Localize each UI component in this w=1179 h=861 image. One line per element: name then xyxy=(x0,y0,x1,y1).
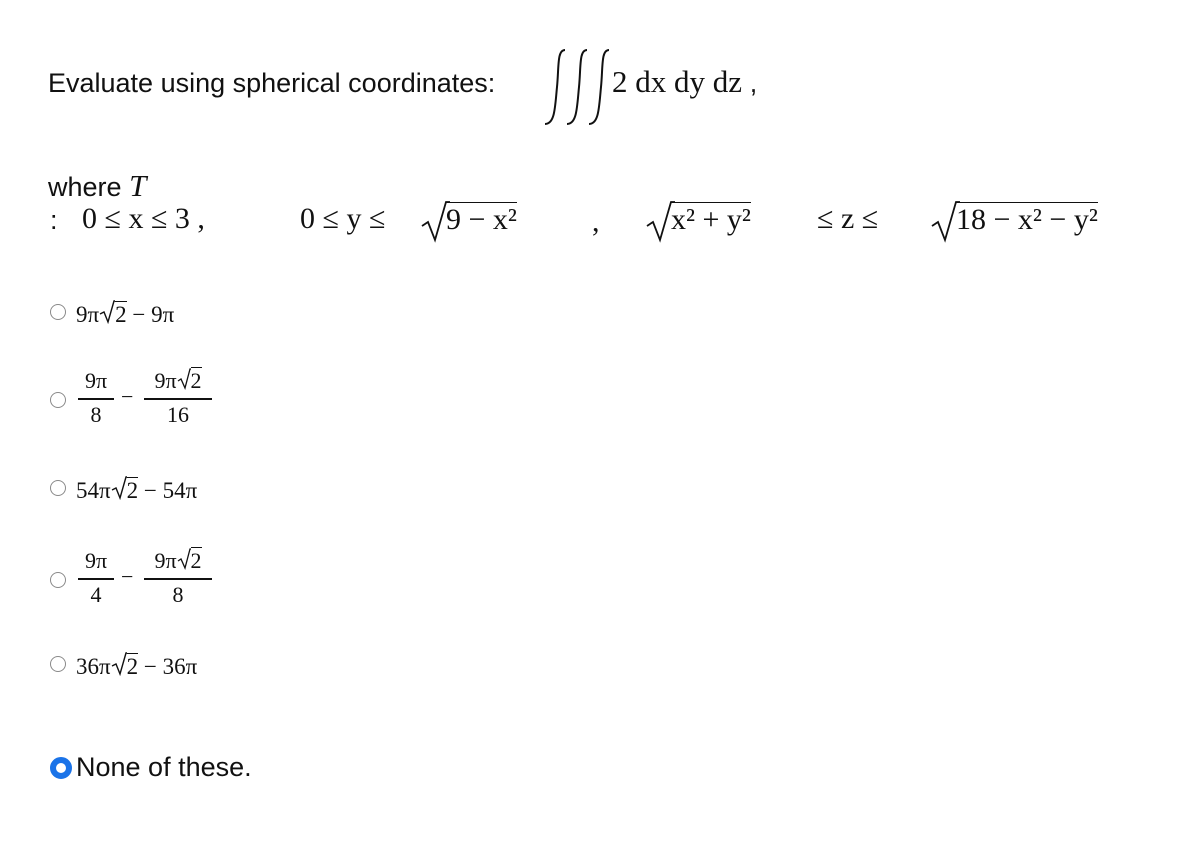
option-d-frac1-bar xyxy=(78,578,114,580)
condition-y-left: 0 ≤ y ≤ xyxy=(300,202,386,235)
option-c-right: − 54π xyxy=(143,478,198,503)
integrand xyxy=(612,64,757,100)
sqrt-icon xyxy=(99,300,115,324)
option-c-radicand: 2 xyxy=(126,478,139,503)
option-d-frac2-num xyxy=(144,548,212,576)
option-d-sqrt xyxy=(177,548,191,576)
option-b-frac2-radicand: 2 xyxy=(190,368,202,393)
option-f-label: None of these. xyxy=(76,752,252,782)
option-c-sqrt xyxy=(111,476,127,506)
condition-z-upper-radicand: 18 − x² − y² xyxy=(956,203,1098,236)
option-a-left: 9π xyxy=(76,302,100,327)
option-b-minus: − xyxy=(121,384,134,409)
option-b-frac1-bar xyxy=(78,398,114,400)
option-a-sqrt xyxy=(99,300,115,330)
option-c[interactable] xyxy=(48,476,328,502)
option-d-radio[interactable] xyxy=(50,572,66,588)
option-d-frac2-den: 8 xyxy=(172,582,184,607)
option-b-radio[interactable] xyxy=(50,392,66,408)
sqrt-icon xyxy=(111,476,127,500)
option-f-radio-selected[interactable] xyxy=(50,757,72,779)
condition-y-comma: , xyxy=(592,205,600,238)
condition-x: 0 ≤ x ≤ 3 , xyxy=(82,202,205,235)
option-c-left: 54π xyxy=(76,478,111,503)
option-d-frac1-den: 4 xyxy=(90,582,102,607)
question-prompt: Evaluate using spherical coordinates: xyxy=(48,68,496,98)
option-b-frac2-num xyxy=(144,368,212,396)
option-b-frac2-den: 16 xyxy=(167,402,189,427)
conditions-colon: : xyxy=(50,205,58,235)
option-e[interactable] xyxy=(48,652,328,678)
integrand-trailing-comma: , xyxy=(749,68,758,98)
integrand-text: 2 dx dy dz xyxy=(612,64,743,99)
option-a[interactable] xyxy=(48,300,308,326)
where-text: where xyxy=(48,172,122,202)
option-a-radio[interactable] xyxy=(50,304,66,320)
option-d[interactable] xyxy=(48,548,248,608)
option-b[interactable] xyxy=(48,368,248,428)
where-label xyxy=(48,168,146,204)
option-a-right: − 9π xyxy=(132,302,175,327)
option-b-sqrt xyxy=(177,368,191,396)
region-symbol: T xyxy=(129,168,147,203)
condition-y-radicand: 9 − x² xyxy=(446,203,517,236)
condition-z-lower-radicand: x² + y² xyxy=(671,203,751,236)
option-f[interactable] xyxy=(48,752,308,784)
condition-z-mid: ≤ z ≤ xyxy=(817,202,879,235)
option-e-radicand: 2 xyxy=(126,654,139,679)
option-d-frac2-num-left: 9π xyxy=(154,548,177,573)
option-b-frac1-num: 9π xyxy=(84,368,108,393)
sqrt-icon xyxy=(177,368,191,390)
option-e-left: 36π xyxy=(76,654,111,679)
option-a-radicand: 2 xyxy=(115,302,127,327)
option-b-frac2-num-left: 9π xyxy=(154,368,177,393)
option-d-minus: − xyxy=(121,564,134,589)
option-b-frac2-bar xyxy=(144,398,212,400)
option-e-right: − 36π xyxy=(143,654,198,679)
sqrt-icon xyxy=(111,652,127,676)
option-d-frac2-bar xyxy=(144,578,212,580)
option-e-radio[interactable] xyxy=(50,656,66,672)
option-c-radio[interactable] xyxy=(50,480,66,496)
option-d-frac2-radicand: 2 xyxy=(190,548,202,573)
option-e-sqrt xyxy=(111,652,127,682)
sqrt-icon xyxy=(177,548,191,570)
option-d-frac1-num: 9π xyxy=(84,548,108,573)
option-b-frac1-den: 8 xyxy=(90,402,102,427)
